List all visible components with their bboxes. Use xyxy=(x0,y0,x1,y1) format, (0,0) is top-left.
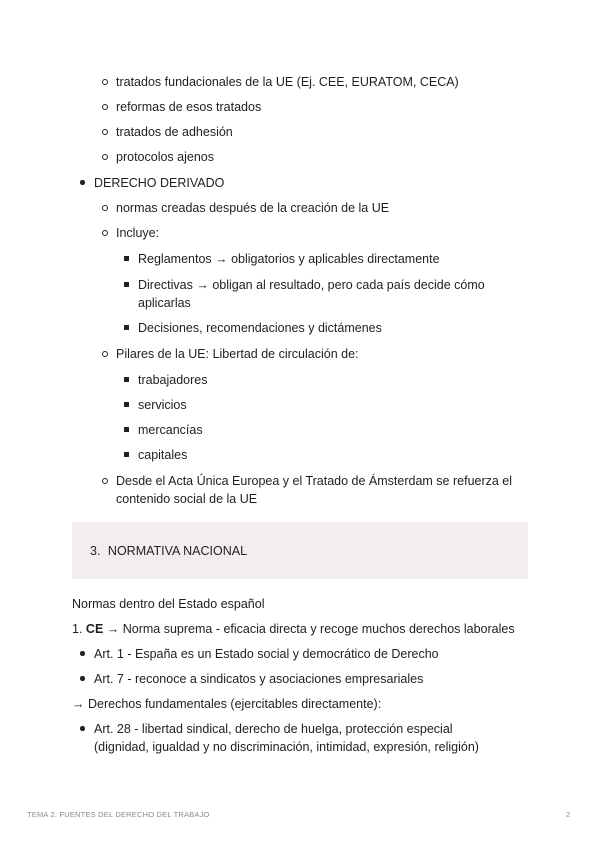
square-bullet-icon xyxy=(124,282,129,287)
list-heading: DERECHO DERIVADO xyxy=(94,176,225,190)
circle-bullet-icon xyxy=(102,351,108,357)
item-number: 1. xyxy=(72,622,83,636)
circle-bullet-icon xyxy=(102,230,108,236)
square-bullet-icon xyxy=(124,402,129,407)
page-number: 2 xyxy=(566,810,571,819)
list-item: Art. 28 - libertad sindical, derecho de huelga, protección especial xyxy=(94,722,453,736)
circle-bullet-icon xyxy=(102,154,108,160)
numbered-item xyxy=(72,620,515,638)
disc-bullet-icon xyxy=(80,726,85,731)
footer-title: TEMA 2. FUENTES DEL DERECHO DEL TRABAJO xyxy=(27,810,210,819)
list-item-continuation: contenido social de la UE xyxy=(116,492,258,506)
list-item: tratados fundacionales de la UE (Ej. CEE, EURATOM, CECA) xyxy=(116,75,459,89)
square-bullet-icon xyxy=(124,256,129,261)
list-item: Incluye: xyxy=(116,226,160,240)
section-title-text: NORMATIVA NACIONAL xyxy=(107,544,248,558)
list-item: Directivas → obligan al resultado, pero cada país decide cómo xyxy=(138,278,485,292)
circle-bullet-icon xyxy=(102,478,108,484)
list-item: capitales xyxy=(138,448,188,462)
section-title xyxy=(90,542,247,560)
section-number: 3. xyxy=(90,544,101,558)
circle-bullet-icon xyxy=(102,129,108,135)
list-item-continuation: aplicarlas xyxy=(138,296,191,310)
disc-bullet-icon xyxy=(80,651,85,656)
paragraph: Normas dentro del Estado español xyxy=(72,597,265,611)
square-bullet-icon xyxy=(124,377,129,382)
square-bullet-icon xyxy=(124,452,129,457)
square-bullet-icon xyxy=(124,325,129,330)
item-text: → Norma suprema - eficacia directa y recoge muchos derechos laborales xyxy=(106,622,515,636)
circle-bullet-icon xyxy=(102,104,108,110)
list-item: trabajadores xyxy=(138,373,208,387)
list-item: protocolos ajenos xyxy=(116,150,214,164)
list-item: mercancías xyxy=(138,423,203,437)
list-item-continuation: (dignidad, igualdad y no discriminación, intimidad, expresión, religión) xyxy=(94,740,479,754)
list-item: Art. 7 - reconoce a sindicatos y asociaciones empresariales xyxy=(94,672,424,686)
circle-bullet-icon xyxy=(102,79,108,85)
list-item: tratados de adhesión xyxy=(116,125,233,139)
list-item: reformas de esos tratados xyxy=(116,100,262,114)
circle-bullet-icon xyxy=(102,205,108,211)
square-bullet-icon xyxy=(124,427,129,432)
disc-bullet-icon xyxy=(80,180,85,185)
list-item: Pilares de la UE: Libertad de circulación de: xyxy=(116,347,359,361)
list-item: Art. 1 - España es un Estado social y democrático de Derecho xyxy=(94,647,439,661)
disc-bullet-icon xyxy=(80,676,85,681)
list-item: Desde el Acta Única Europea y el Tratado de Ámsterdam se refuerza el xyxy=(116,474,513,488)
paragraph: → Derechos fundamentales (ejercitables directamente): xyxy=(72,697,382,711)
list-item: servicios xyxy=(138,398,187,412)
bold-term: CE xyxy=(85,622,104,636)
list-item: Reglamentos → obligatorios y aplicables directamente xyxy=(138,252,440,266)
list-item: Decisiones, recomendaciones y dictámenes xyxy=(138,321,382,335)
list-item: normas creadas después de la creación de la UE xyxy=(116,201,390,215)
